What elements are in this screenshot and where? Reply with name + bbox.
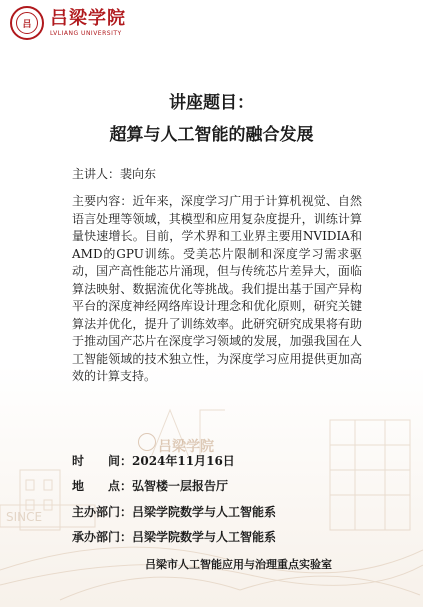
logo-text-group: [50, 7, 126, 37]
lecture-title-label: 讲座题目：: [169, 93, 254, 113]
lecture-content: 主要内容：近年来，深度学习广用于计算机视觉、自然语言处理等领域，其模型和应用复杂度提升，训练计算量快速增长。目前，学术界和工业界主要用NVIDIA和AMD的GPU训练。受美芯片限制和深度学习需求驱动，国产高性能芯片涌现，但与传统芯片差异大，面临算法映射、数据流优化等挑战。我们提出基于国产异构平台的深度神经网络库设计理念和优化原则，研究关键算法并优化，提升了训练效率。此研究研究成果将有助于推动国产芯片在深度学习领域的发展，加强我国在人工智能领域的技术独立性，为深度学习应用提供更加高效的计算支持。: [72, 194, 362, 383]
organizer-department: 承办部门：吕梁学院数学与人工智能系: [72, 530, 277, 544]
key-laboratory: 吕梁市人工智能应用与治理重点实验室: [145, 558, 332, 571]
lecture-place: 地 点：弘智楼一层报告厅: [72, 479, 229, 493]
university-seal-icon: [10, 6, 44, 40]
seal-inner: 吕: [16, 12, 38, 34]
speaker: 主讲人：裴向东: [72, 167, 157, 181]
lecture-time: 时 间：2024年11月16日: [72, 454, 235, 468]
lecture-title: 超算与人工智能的融合发展: [109, 125, 314, 145]
watermark-seal-icon: [138, 433, 156, 451]
watermark-logo-text: 吕梁学院: [158, 439, 214, 455]
university-logo: [10, 6, 126, 40]
host-department: 主办部门：吕梁学院数学与人工智能系: [72, 505, 277, 519]
logo-english-name: LVLIANG UNIVERSITY: [50, 29, 122, 37]
watermark-since-text: SINCE: [6, 510, 43, 524]
logo-chinese-name: 吕梁学院: [50, 7, 126, 29]
